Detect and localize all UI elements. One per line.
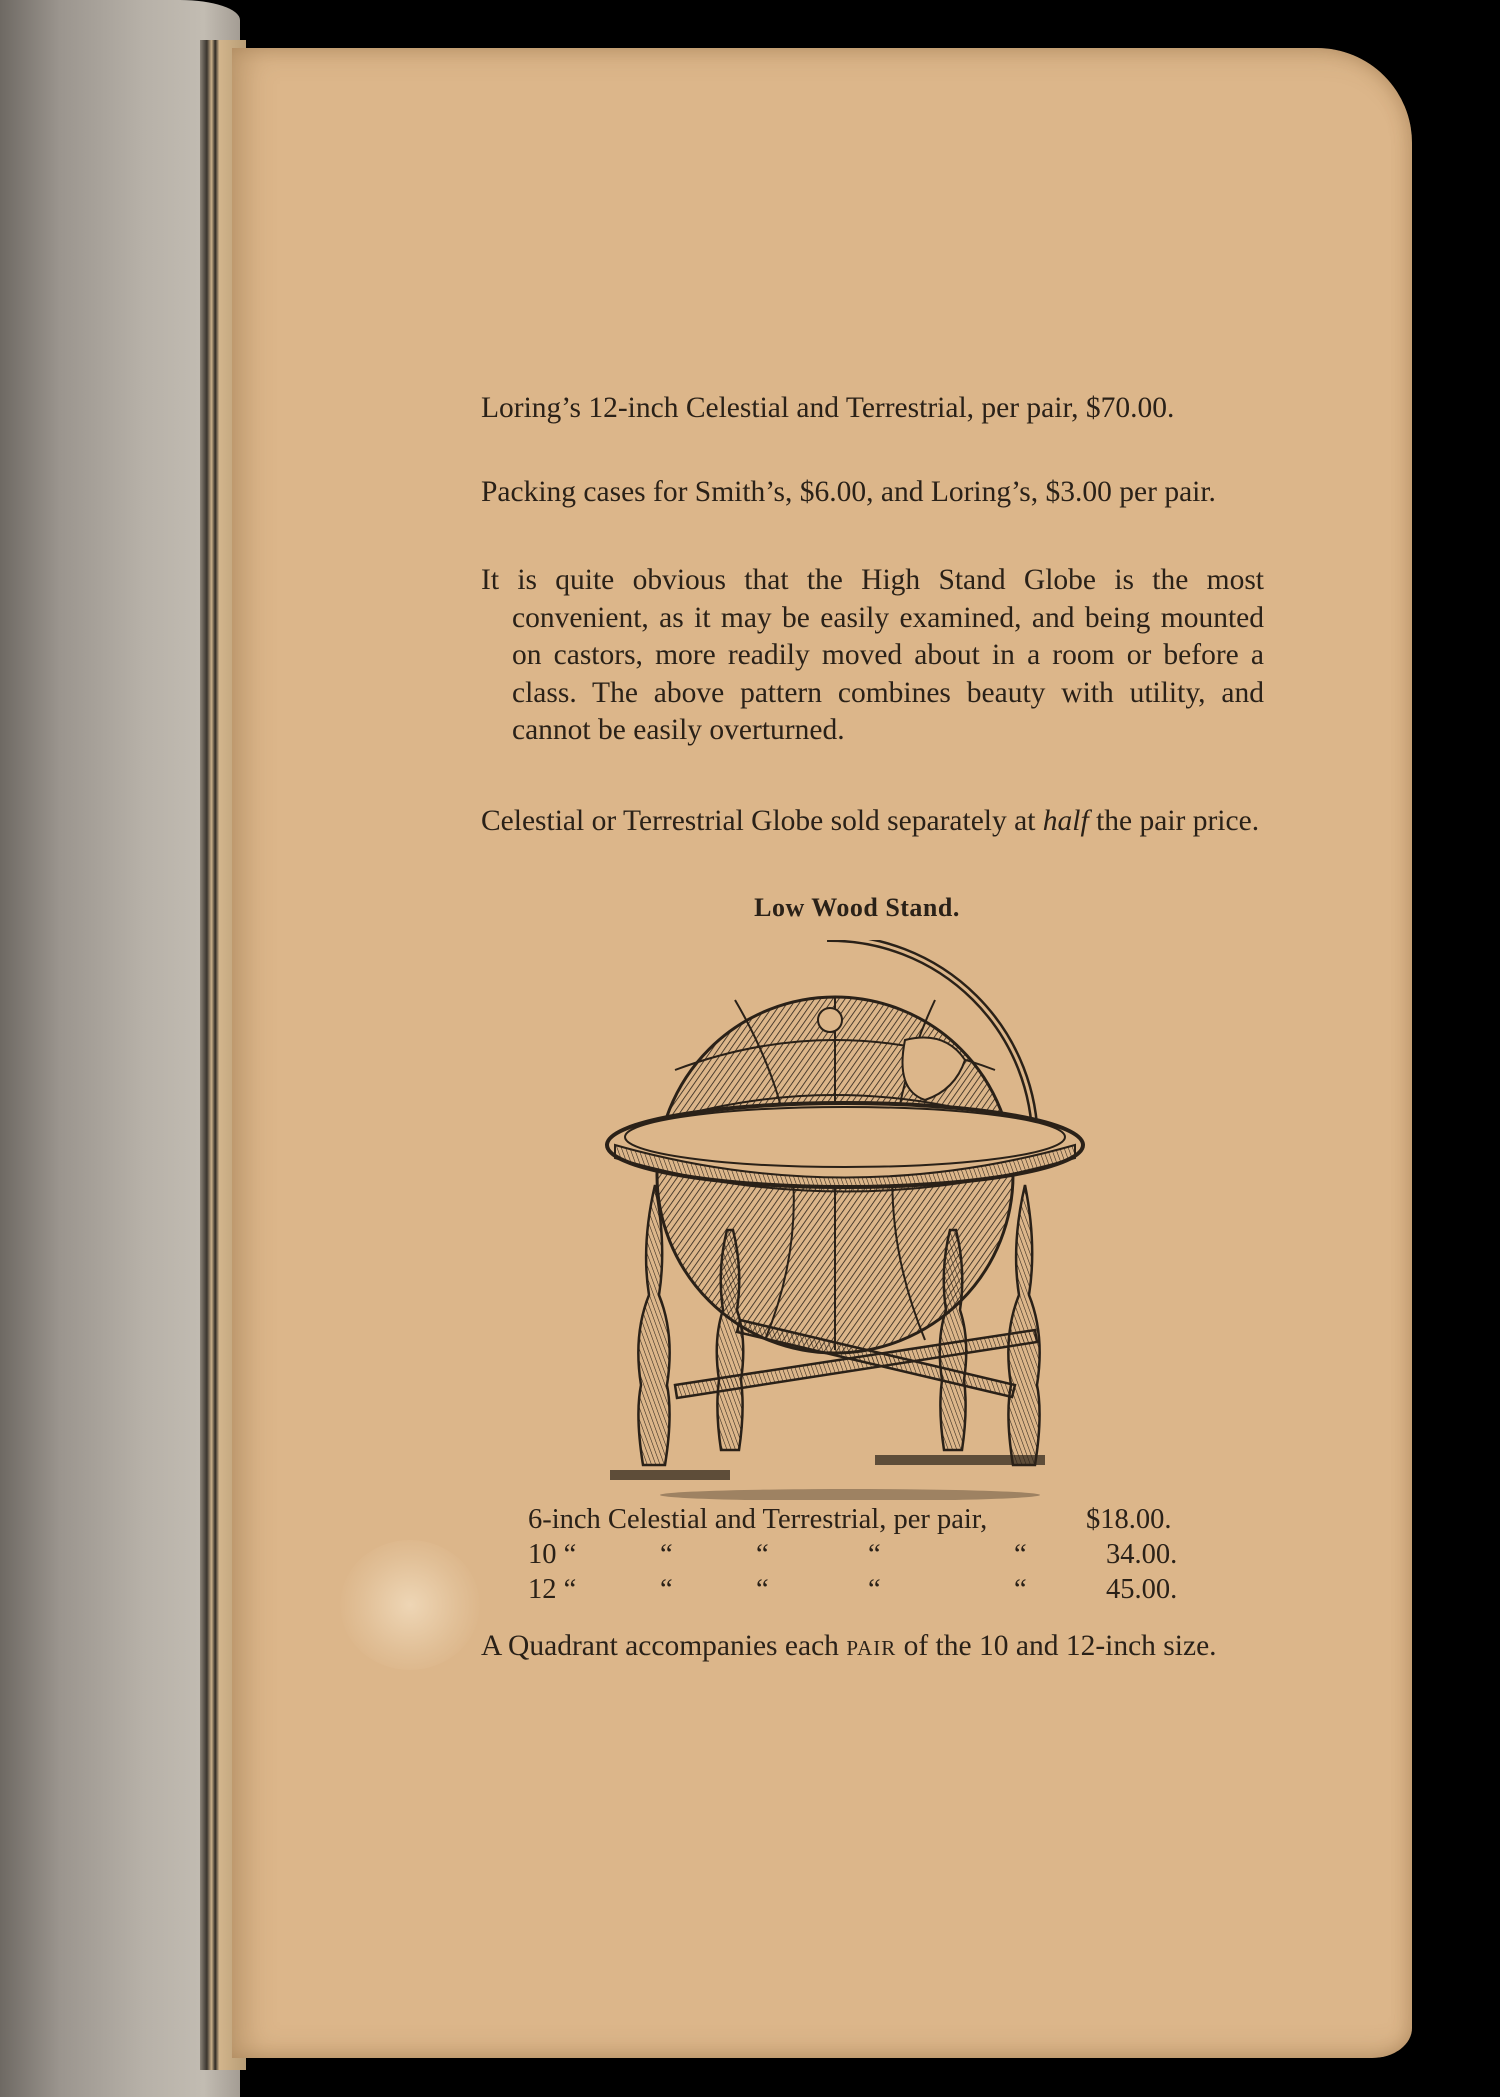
price-row-10-inch — [528, 1537, 1188, 1572]
price-size: 12 “ — [528, 1574, 577, 1605]
price-size: 10 “ — [528, 1539, 577, 1570]
ditto-mark: “ — [1014, 1539, 1027, 1570]
ditto-mark: “ — [868, 1539, 881, 1570]
paragraph-quadrant: A Quadrant accompanies each pair of the 10 and 12-inch size. — [481, 1630, 1217, 1662]
smallcaps-pair: pair — [846, 1630, 897, 1662]
price-row-6-inch — [528, 1502, 1188, 1537]
paper-stain — [340, 1540, 480, 1670]
price-row-12-inch — [528, 1572, 1188, 1607]
paragraph-lorings-price: Loring’s 12-inch Celestial and Terrestrial, per pair, $70.00. — [481, 392, 1175, 424]
paragraph-high-stand: It is quite obvious that the High Stand Globe is the most convenient, as it may be easily examined, and being mounted on castors, more readily moved about in a room or before a class. The above pattern combines beauty with utility, and cannot be easily overturned. — [481, 564, 1264, 746]
price-value: 34.00. — [1106, 1539, 1178, 1570]
ditto-mark: “ — [660, 1574, 673, 1605]
paragraph-packing-cases: Packing cases for Smith’s, $6.00, and Loring’s, $3.00 per pair. — [481, 476, 1216, 508]
ditto-mark: “ — [756, 1539, 769, 1570]
ditto-mark: “ — [868, 1574, 881, 1605]
paragraph-sold-separately: Celestial or Terrestrial Globe sold separately at half the pair price. — [481, 805, 1260, 837]
ditto-mark: “ — [756, 1574, 769, 1605]
price-table — [528, 1502, 1188, 1607]
italic-half: half — [1042, 805, 1089, 837]
globe-engraving — [605, 940, 1095, 1500]
price-value: 45.00. — [1106, 1574, 1178, 1605]
ditto-mark: “ — [660, 1539, 673, 1570]
ditto-mark: “ — [1014, 1574, 1027, 1605]
price-value: $18.00. — [1086, 1504, 1172, 1535]
figure-caption: Low Wood Stand. — [754, 893, 960, 922]
price-size: 6-inch Celestial and Terrestrial, per pair, — [528, 1504, 988, 1535]
